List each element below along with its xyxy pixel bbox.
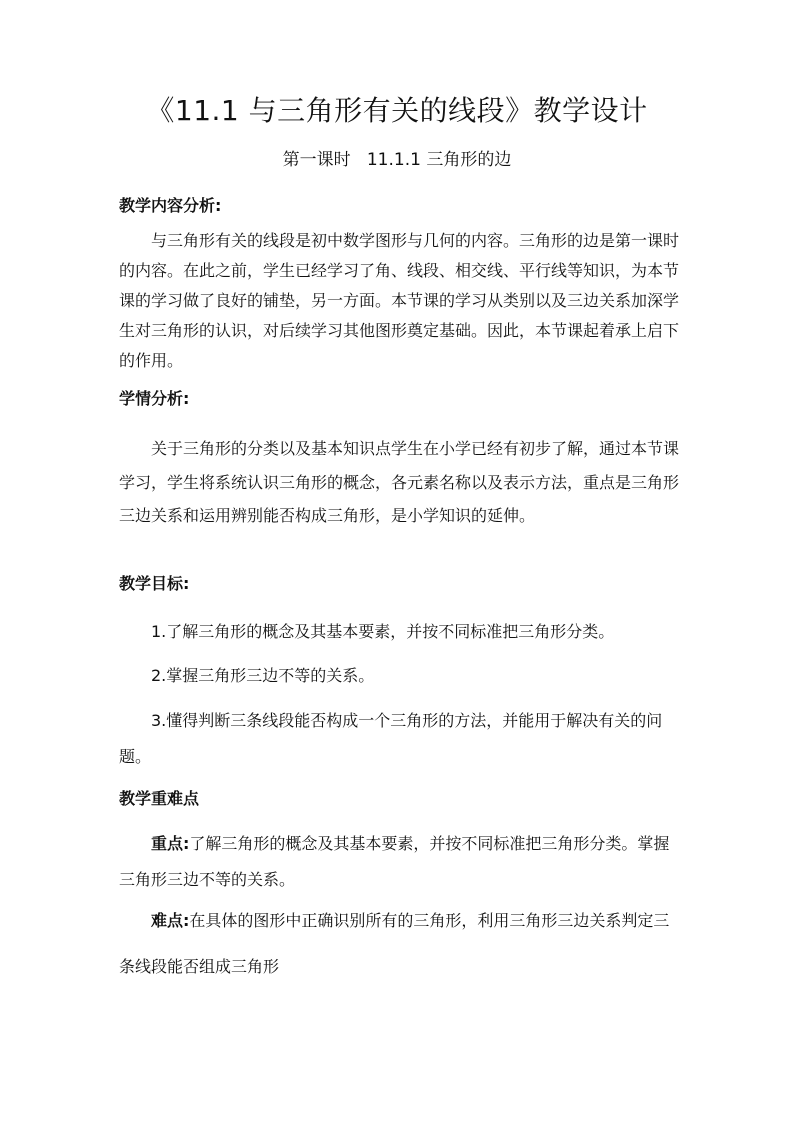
- student-analysis-paragraph: 关于三角形的分类以及基本知识点学生在小学已经有初步了解，通过本节课学习，学生将系统认识三角形的概念，各元素名称以及表示方法，重点是三角形三边关系和运用辨别能否构成三角形，是小学知识的延伸。: [119, 439, 680, 525]
- difficult-point-label: 难点:: [151, 911, 190, 930]
- student-analysis-heading: 学情分析:: [119, 389, 190, 408]
- objective-item-2: 2.掌握三角形三边不等的关系。: [151, 666, 375, 685]
- content-analysis-paragraph: 与三角形有关的线段是初中数学图形与几何的内容。三角形的边是第一课时的内容。在此之前，学生已经学习了角、线段、相交线、平行线等知识，为本节课的学习做了良好的铺垫，另一方面。本节课的学习从类别以及三边关系加深学生对三角形的认识，对后续学习其他图形奠定基础。因此，本节课起着承上启下的作用。: [119, 231, 680, 370]
- key-point-text: 了解三角形的概念及其基本要素，并按不同标准把三角形分类。掌握三角形三边不等的关系。: [119, 834, 670, 889]
- difficult-point-text: 在具体的图形中正确识别所有的三角形，利用三角形三边关系判定三条线段能否组成三角形: [119, 911, 670, 976]
- objectives-heading: 教学目标:: [119, 574, 190, 593]
- objective-item-3: 3.懂得判断三条线段能否构成一个三角形的方法，并能用于解决有关的问题。: [119, 711, 663, 766]
- document-title: 《11.1 与三角形有关的线段》教学设计: [146, 94, 648, 127]
- objective-item-1: 1.了解三角形的概念及其基本要素，并按不同标准把三角形分类。: [151, 622, 615, 641]
- key-point-label: 重点:: [151, 834, 190, 853]
- content-analysis-heading: 教学内容分析:: [119, 196, 222, 215]
- key-difficult-heading: 教学重难点: [119, 789, 200, 808]
- difficult-point-paragraph: [119, 898, 679, 990]
- key-point-paragraph: [119, 826, 679, 898]
- lesson-subtitle: 第一课时 11.1.1 三角形的边: [282, 150, 512, 170]
